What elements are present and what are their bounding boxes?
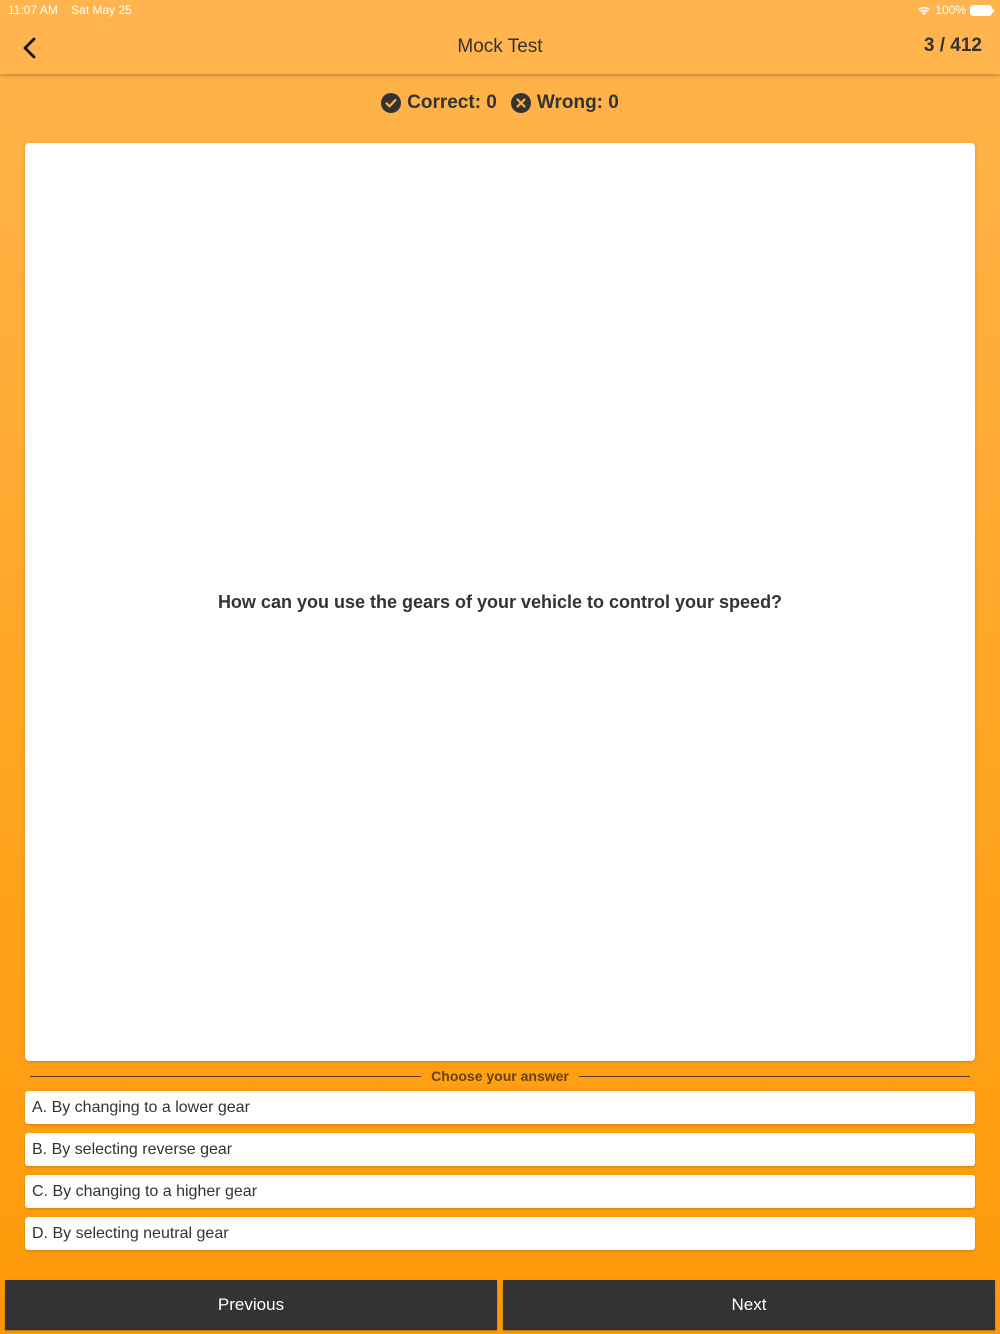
bottom-bar (5, 1280, 995, 1330)
answer-option-d[interactable]: D. By selecting neutral gear (25, 1217, 975, 1250)
answer-heading: Choose your answer (431, 1068, 569, 1084)
answer-option-b[interactable]: B. By selecting reverse gear (25, 1133, 975, 1166)
previous-button[interactable]: Previous (5, 1280, 497, 1330)
answer-option-a[interactable]: A. By changing to a lower gear (25, 1091, 975, 1124)
status-left (8, 3, 142, 17)
answer-list (25, 1091, 975, 1259)
battery-icon (970, 5, 992, 16)
question-text: How can you use the gears of your vehicle to control your speed? (217, 591, 783, 612)
wrong-score (511, 92, 619, 114)
wifi-icon (917, 5, 931, 16)
correct-score (381, 92, 497, 114)
battery-percent: 100% (935, 3, 966, 17)
question-card (25, 143, 975, 1061)
next-button[interactable]: Next (503, 1280, 995, 1330)
nav-bar (0, 22, 1000, 74)
status-right (917, 3, 992, 17)
question-progress: 3 / 412 (923, 35, 982, 56)
divider-line-right (579, 1076, 970, 1077)
answer-divider (30, 1066, 970, 1086)
page-title: Mock Test (457, 36, 543, 57)
wrong-label: Wrong: 0 (536, 92, 619, 113)
status-date: Sat May 25 (71, 3, 132, 17)
divider-line-left (30, 1076, 421, 1077)
x-circle-icon (511, 93, 531, 113)
check-circle-icon (381, 93, 401, 113)
score-row (0, 92, 1000, 114)
answer-option-c[interactable]: C. By changing to a higher gear (25, 1175, 975, 1208)
correct-label: Correct: 0 (407, 92, 497, 113)
status-bar (0, 0, 1000, 22)
status-time: 11:07 AM (8, 3, 58, 17)
